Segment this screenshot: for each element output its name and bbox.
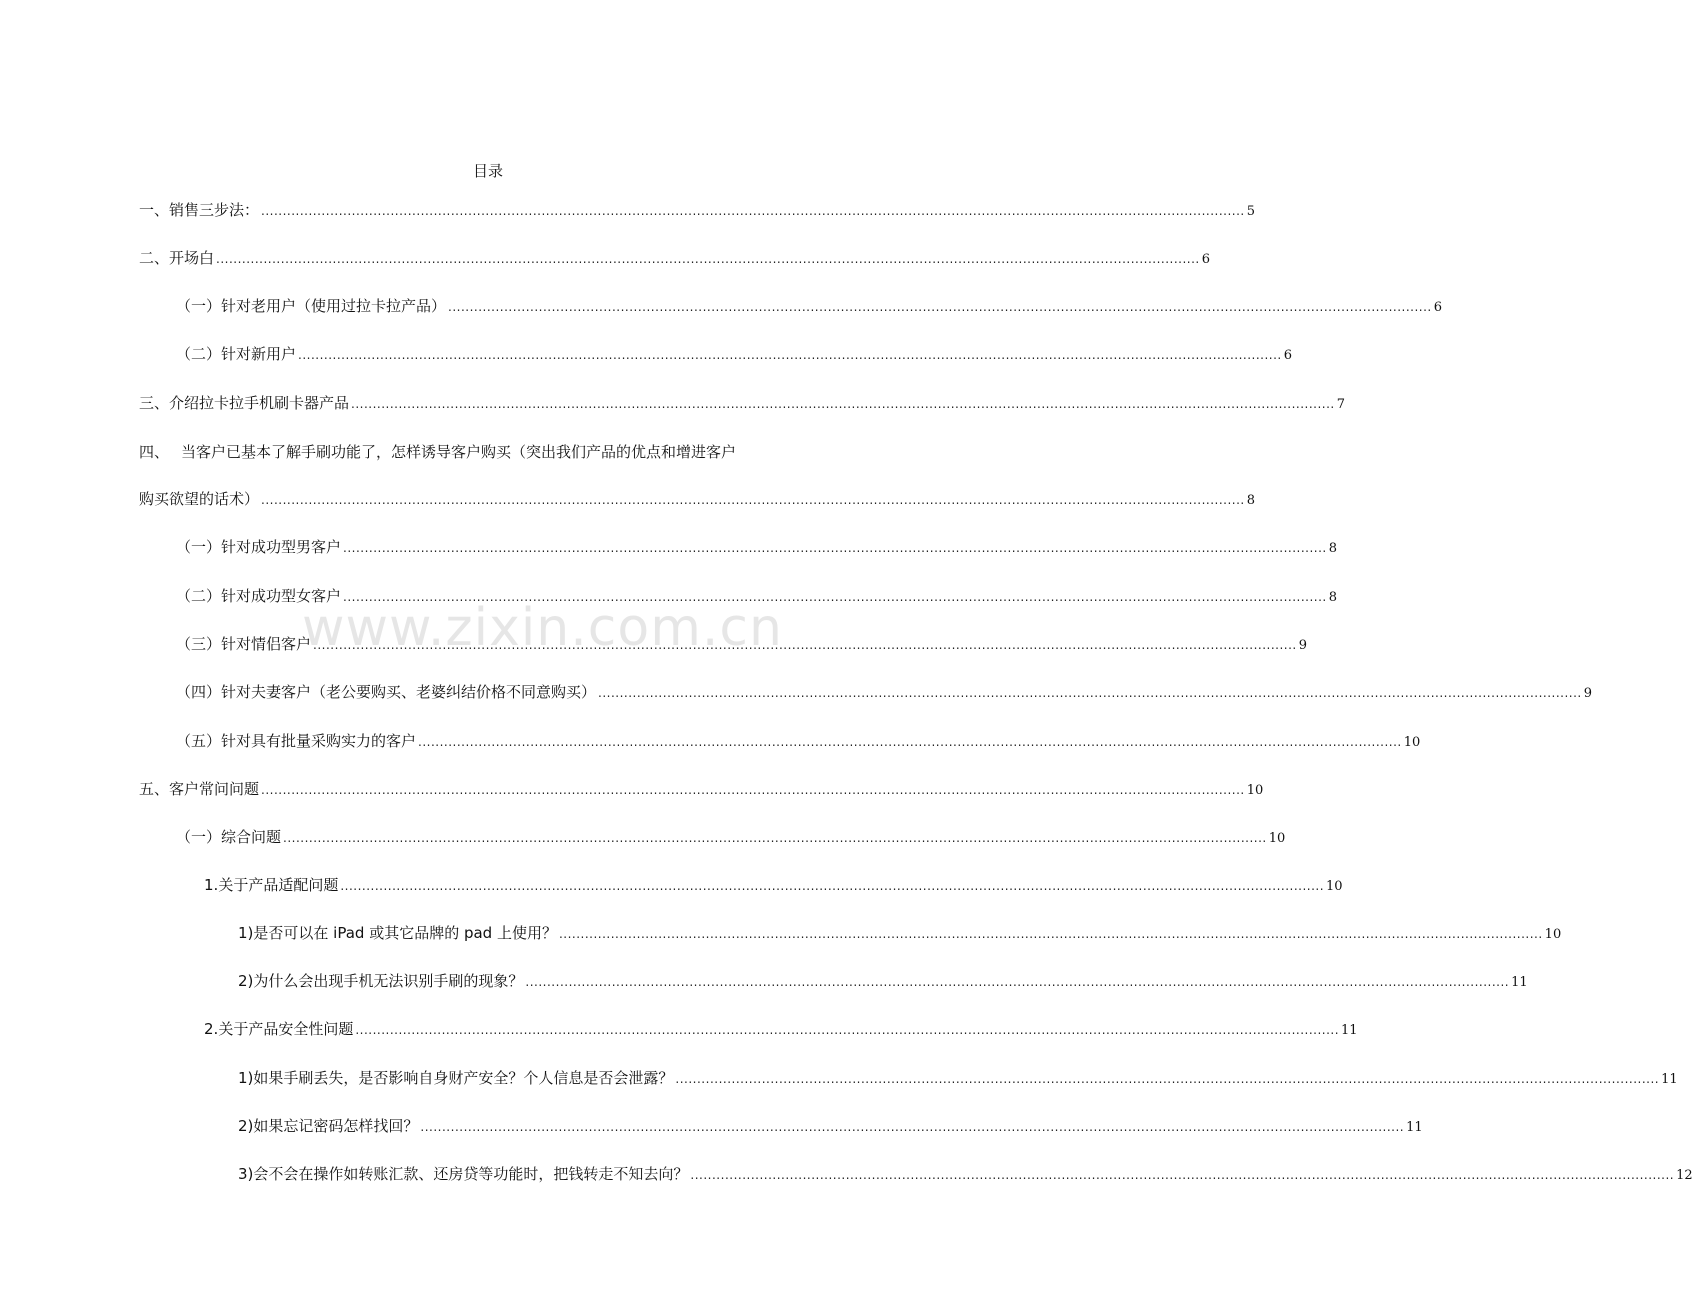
toc-entry-number: 1) [238, 1069, 254, 1087]
toc-entry[interactable] [139, 198, 1256, 222]
toc-entry-label: 关于产品安全性问题 [218, 1020, 354, 1038]
toc-entry-label: 为什么会出现手机无法识别手刷的现象？ [253, 972, 524, 990]
toc-entry-label: 是否可以在 iPad 或其它品牌的 pad 上使用？ [253, 924, 557, 942]
toc-page-number: 10 [1268, 831, 1286, 846]
toc-page-number: 6 [1201, 252, 1211, 267]
toc-page-number: 10 [1326, 879, 1343, 894]
toc-page-number: 8 [1246, 493, 1255, 508]
dot-leader [448, 294, 1432, 319]
dot-leader [261, 777, 1245, 802]
toc-entry-number: （三） [176, 635, 222, 653]
toc-entry-number: （一） [176, 828, 222, 846]
dot-leader [283, 825, 1267, 850]
toc-entry-label: 开场白 [169, 249, 215, 267]
watermark: www.zixin.com.cn [302, 598, 783, 658]
toc-entry[interactable] [176, 632, 1308, 656]
toc-entry[interactable] [204, 1017, 1358, 1041]
toc-entry-label: 会不会在操作如转账汇款、还房贷等功能时，把钱转走不知去向？ [253, 1165, 689, 1183]
toc-entry-label: 介绍拉卡拉手机刷卡器产品 [169, 394, 350, 412]
toc-page-number: 9 [1583, 686, 1593, 701]
toc-entry-label: 针对夫妻客户（老公要购买、老婆纠结价格不同意购买） [221, 683, 597, 701]
toc-entry-number: （五） [176, 732, 222, 750]
dot-leader [313, 632, 1297, 657]
toc-entry-number: 2) [238, 972, 254, 990]
toc-entry[interactable] [139, 391, 1346, 415]
toc-entry[interactable] [238, 921, 1562, 945]
toc-entry-number: 四、 [139, 443, 170, 461]
toc-page-number: 10 [1246, 783, 1264, 798]
toc-entry-number: 一、 [139, 201, 170, 219]
toc-entry[interactable] [176, 680, 1593, 704]
toc-page-number: 10 [1403, 735, 1421, 750]
dot-leader [525, 969, 1509, 994]
toc-page-number: 12 [1676, 1168, 1693, 1183]
toc-entry[interactable] [238, 1162, 1693, 1186]
dot-leader [298, 342, 1282, 367]
dot-leader [420, 1114, 1404, 1139]
toc-entry[interactable] [204, 873, 1343, 897]
toc-entry-label: 针对具有批量采购实力的客户 [221, 732, 417, 750]
toc-page-number: 10 [1544, 927, 1562, 942]
toc-entry[interactable] [238, 1114, 1423, 1138]
dot-leader [351, 391, 1335, 416]
toc-entry[interactable] [238, 969, 1528, 993]
dot-leader [343, 535, 1327, 560]
toc-entry-number: 2) [238, 1117, 254, 1135]
toc-entry[interactable] [176, 342, 1293, 366]
toc-entry-number: 3) [238, 1165, 254, 1183]
dot-leader [261, 487, 1245, 512]
toc-entry-label: 关于产品适配问题 [218, 876, 339, 894]
toc-page-number: 11 [1341, 1023, 1358, 1038]
toc-page-number: 6 [1433, 300, 1443, 315]
toc-entry[interactable] [139, 246, 1211, 270]
toc-entry-label: 当客户已基本了解手刷功能了，怎样诱导客户购买（突出我们产品的优点和增进客户 [181, 443, 737, 461]
toc-entry-label: 针对成功型男客户 [221, 538, 342, 556]
toc-title: 目录 [472, 162, 503, 180]
toc-entry-number: 三、 [139, 394, 170, 412]
toc-entry[interactable] [238, 1066, 1678, 1090]
toc-page-number: 8 [1328, 590, 1338, 605]
toc-entry-number: （一） [176, 538, 222, 556]
toc-entry[interactable] [139, 777, 1264, 801]
toc-entry-number: （四） [176, 683, 222, 701]
toc-page-number: 9 [1298, 638, 1308, 653]
toc-entry-label: 如果手刷丢失，是否影响自身财产安全？个人信息是否会泄露？ [253, 1069, 674, 1087]
dot-leader [418, 729, 1402, 754]
toc-page-number: 11 [1661, 1072, 1678, 1087]
toc-entry-label-continued: 购买欲望的话术） [139, 490, 260, 508]
toc-page-number: 7 [1336, 397, 1346, 412]
toc-entry-label: 综合问题 [221, 828, 282, 846]
dot-leader [559, 921, 1543, 946]
toc-entry-wrapped-line2[interactable] [139, 487, 1255, 511]
toc-entry[interactable] [176, 729, 1421, 753]
toc-page-number: 5 [1246, 204, 1256, 219]
toc-page-number: 8 [1328, 541, 1338, 556]
toc-entry-label: 客户常问问题 [169, 780, 260, 798]
toc-entry-number: （一） [176, 297, 222, 315]
toc-entry-number: 五、 [139, 780, 170, 798]
toc-entry[interactable] [176, 825, 1286, 849]
toc-entry-number: 1. [204, 876, 219, 894]
toc-entry-number: 1) [238, 924, 254, 942]
toc-page-number: 11 [1511, 975, 1528, 990]
toc-entry-label: 针对老用户（使用过拉卡拉产品） [221, 297, 447, 315]
toc-entry-label: 如果忘记密码怎样找回？ [253, 1117, 419, 1135]
toc-page-number: 11 [1406, 1120, 1423, 1135]
dot-leader [340, 873, 1324, 898]
toc-entry-label: 针对成功型女客户 [221, 587, 342, 605]
dot-leader [598, 680, 1582, 705]
toc-entry[interactable] [176, 584, 1338, 608]
toc-entry-number: （二） [176, 345, 222, 363]
toc-entry[interactable] [176, 535, 1338, 559]
toc-entry-wrapped-line1[interactable] [139, 440, 781, 464]
dot-leader [355, 1017, 1339, 1042]
toc-entry-number: （二） [176, 587, 222, 605]
toc-entry-number: 二、 [139, 249, 170, 267]
dot-leader [343, 584, 1327, 609]
dot-leader [261, 198, 1245, 223]
dot-leader [675, 1066, 1659, 1091]
toc-entry-label: 针对情侣客户 [221, 635, 312, 653]
toc-entry-label: 针对新用户 [221, 345, 297, 363]
toc-entry-label: 销售三步法： [169, 201, 260, 219]
toc-entry[interactable] [176, 294, 1443, 318]
dot-leader [216, 246, 1200, 271]
toc-page-number: 6 [1283, 348, 1293, 363]
dot-leader [690, 1162, 1674, 1187]
toc-entry-number: 2. [204, 1020, 219, 1038]
